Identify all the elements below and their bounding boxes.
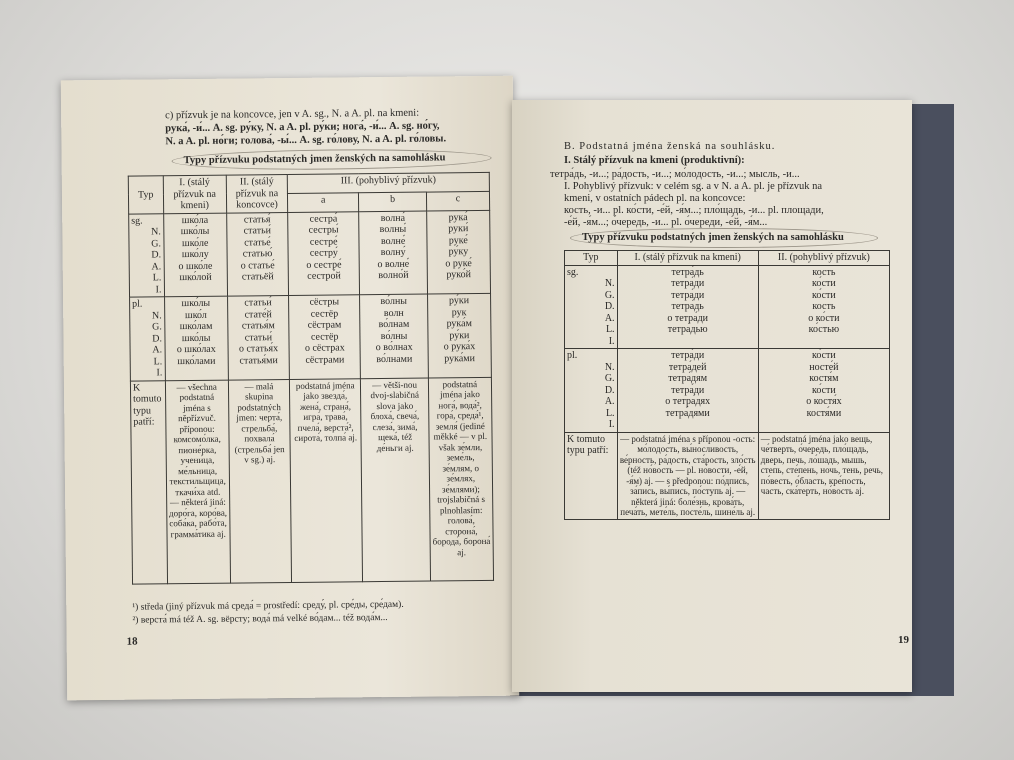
row-label-k: K tomuto typu patří: [130,380,167,583]
right-header-row [565,251,890,266]
right-row-label-pl [565,349,618,433]
right-row-label-k: K tomuto typu patří: [565,432,618,519]
cell-sg-i: шко́ла шко́лы шко́ле шко́лу о шко́ле шко́лой [163,213,227,297]
cell-k-b: — větši-nou dvoj-slabičná slova jako блоха́, свеча́, слеза́, зима́, щека́, též де́ньги aj. [361,378,430,582]
right-sg-cases: N. G. D. A. L. I. [604,278,615,347]
right-heading: B. Podstatná jména ženská na souhlásku. [564,141,776,152]
pl-label: pl. [132,298,143,310]
right-page [512,100,912,692]
right-row-pl [565,349,890,433]
cell-k-c: podstatná jména jako нога́, вода́², гора́, среда́¹, земля́ (jediné měkké — v pl. však зе́мли, земе́ль, зе́млям, о зе́млях, зе́млями); trojslabičná s plnohlasím: голова́, сторона́, борода́, борона́ aj. [428,377,493,581]
left-declension-table [128,172,494,584]
cell-sg-a: сестра́ сестры́ сестре́ сестру́ о сестре́ сестро́й [288,211,360,295]
intro-line-1: c) přízvuk je na koncovce, jen v A. sg., N. a A. pl. na kmeni: [165,107,420,122]
cell-pl-i: шко́лы шко́л шко́лам шко́лы о шко́лах шко́лами [164,296,228,380]
table-row-sg [129,210,491,297]
sg-label: sg. [131,215,143,227]
right-table-title: Typy přízvuku podstatných jmen ženských na samohlásku [582,232,844,243]
right-row-k [565,432,890,519]
sg-cases: N. G. D. A. L. I. [151,226,162,295]
row-label-pl [130,297,165,381]
right-cell-pl-ii: ко́сти носте́й костя́м ко́сти о костя́х костя́ми [758,349,889,433]
right-declension-table [564,250,890,520]
cell-sg-ii: статья́ статьи́ статье́ статью́ о статье́ статьёй [227,212,289,296]
cell-pl-b: во́лны волн во́лнам во́лны о во́лнах во́лнами [360,294,428,378]
header-i: I. (stálý přízvuk na kmeni) [163,175,227,213]
cell-k-i: — všechna podstatná jména s něpřízvuč. příponou: комсомо́лка, пионе́рка, учени́ца, ме́льница, текстильщица, ткачи́ха atd. — některá jiná: доро́га, коро́ва, соба́ка, рабо́та, грамма́тика aj. [165,380,231,584]
pl-cases: N. G. D. A. L. I. [151,309,163,379]
header-a: a [287,193,359,212]
right-cell-sg-i: тетра́дь тетра́ди тетра́ди тетра́дь о тетра́ди тетра́дью [617,265,758,349]
header-c: c [426,191,489,210]
intro-line-2: рука́, -и́... A. sg. ру́ку, N. a A. pl. ру́ки; нога́, -и́... A. sg. но́гу, [165,120,440,135]
cell-k-ii: — malá skupina podstatných jmen: черта́, стрельба́, похвала́ (стрельба́ jen v sg.) aj. [228,379,291,583]
page-number-left: 18 [126,635,138,648]
cell-k-a: podstatná jména jako звезда́, жена́, страна́, игра́, трава́, пчела́, верста́², сирота́, толпа́ aj. [289,378,363,582]
table-row-k [130,377,493,584]
right-cell-pl-i: тетра́ди тетра́дей тетра́дям тетра́ди о тетра́дях тетра́дями [617,349,758,433]
row-label-sg [129,213,164,297]
left-table-title: Typy přízvuku podstatných jmen ženských na samohlásku [183,152,446,167]
right-line-2: тетра́дь, -и...; ра́дость, -и...; мо́лодость, -и...; мысль, -и... [550,169,800,180]
table-row-pl [130,293,492,380]
right-header-i: I. (stálý přízvuk na kmeni) [617,251,758,266]
header-iii: III. (pohyblivý přízvuk) [287,172,489,193]
header-b: b [359,192,427,211]
cell-sg-c: рука́ руки́ руке́ ру́ку о руке́ руко́й [426,210,490,294]
cell-pl-ii: статьи́ стате́й статья́м статьи́ о статья́х статья́ми [227,296,289,380]
cell-pl-c: ру́ки рук рука́м ру́ки о рука́х рука́ми [427,293,491,377]
right-row-label-sg [565,265,618,349]
page-number-right: 19 [898,634,909,646]
header-typ: Typ [128,176,163,214]
right-pl-cases: N. G. D. A. L. I. [604,361,615,430]
right-line-1: I. Stálý přízvuk na kmeni (produktivní): [564,155,745,166]
intro-line-3: N. a A. pl. но́ги; голова́, -ы́... A. sg. го́лову, N. a A. pl. го́ловы. [165,133,447,148]
header-ii: II. (stálý přízvuk na koncovce) [226,175,287,213]
right-pl-label: pl. [567,350,578,361]
left-page [61,76,519,701]
right-cell-k-i: — podstatná jména s příponou -ость: мо́лодость, вы́носливость, ве́рность, ра́дость, ста́рость, зло́сть (též но́вость — pl. но́вости, -е́й, -я́м) aj. — s předponou: по́дпись, за́пись, вы́пись, по́ступь aj. — některá jiná: боле́знь, крова́ть, печа́ть, мете́ль, посте́ль, шине́ль aj. [617,432,758,519]
right-cell-k-ii: — podstatná jména jako вещь, че́тверть, о́чередь, пло́щадь, дверь, печь, ло́шадь, мышь, степь, сте́пень, ночь, тень, речь, по́весть, о́бласть, кре́пость, часть, ска́терть, но́вость aj. [758,432,889,519]
right-line-4: kmeni, v ostatních pádech pl. na koncovce: [564,193,746,204]
right-cell-sg-ii: кость ко́сти ко́сти кость о ко́сти ко́стью [758,265,889,349]
right-sg-label: sg. [567,266,579,278]
right-line-3: I. Pohyblivý přízvuk: v celém sg. a v N. a A. pl. je přízvuk na [564,181,823,192]
footnote-2: ²) верста́ má též A. sg. вёрсту; вода́ má velké во́дам... též вода́м... [132,612,388,626]
cell-sg-b: волна́ волны́ волне́ волну́ о волне́ волно́й [359,211,427,295]
right-header-typ: Typ [565,251,618,266]
cell-pl-a: сёстры сестёр сёстрам сестёр о сёстрах сёстрами [289,295,361,379]
right-line-6: -е́й, -я́м...; о́чередь, -и... pl. о́череди, -е́й, -я́м... [564,217,768,228]
footnote-1: ¹) středa (jiný přízvuk má среда́ = prostředí: среду́, pl. сре́ды, сре́дам). [132,599,404,613]
right-row-sg [565,265,890,349]
right-header-ii: II. (pohyblivý přízvuk) [758,251,889,266]
right-line-5: кость, -и... pl. ко́сти, -е́й, -я́м...; пло́щадь, -и... pl. площади, [564,205,824,216]
